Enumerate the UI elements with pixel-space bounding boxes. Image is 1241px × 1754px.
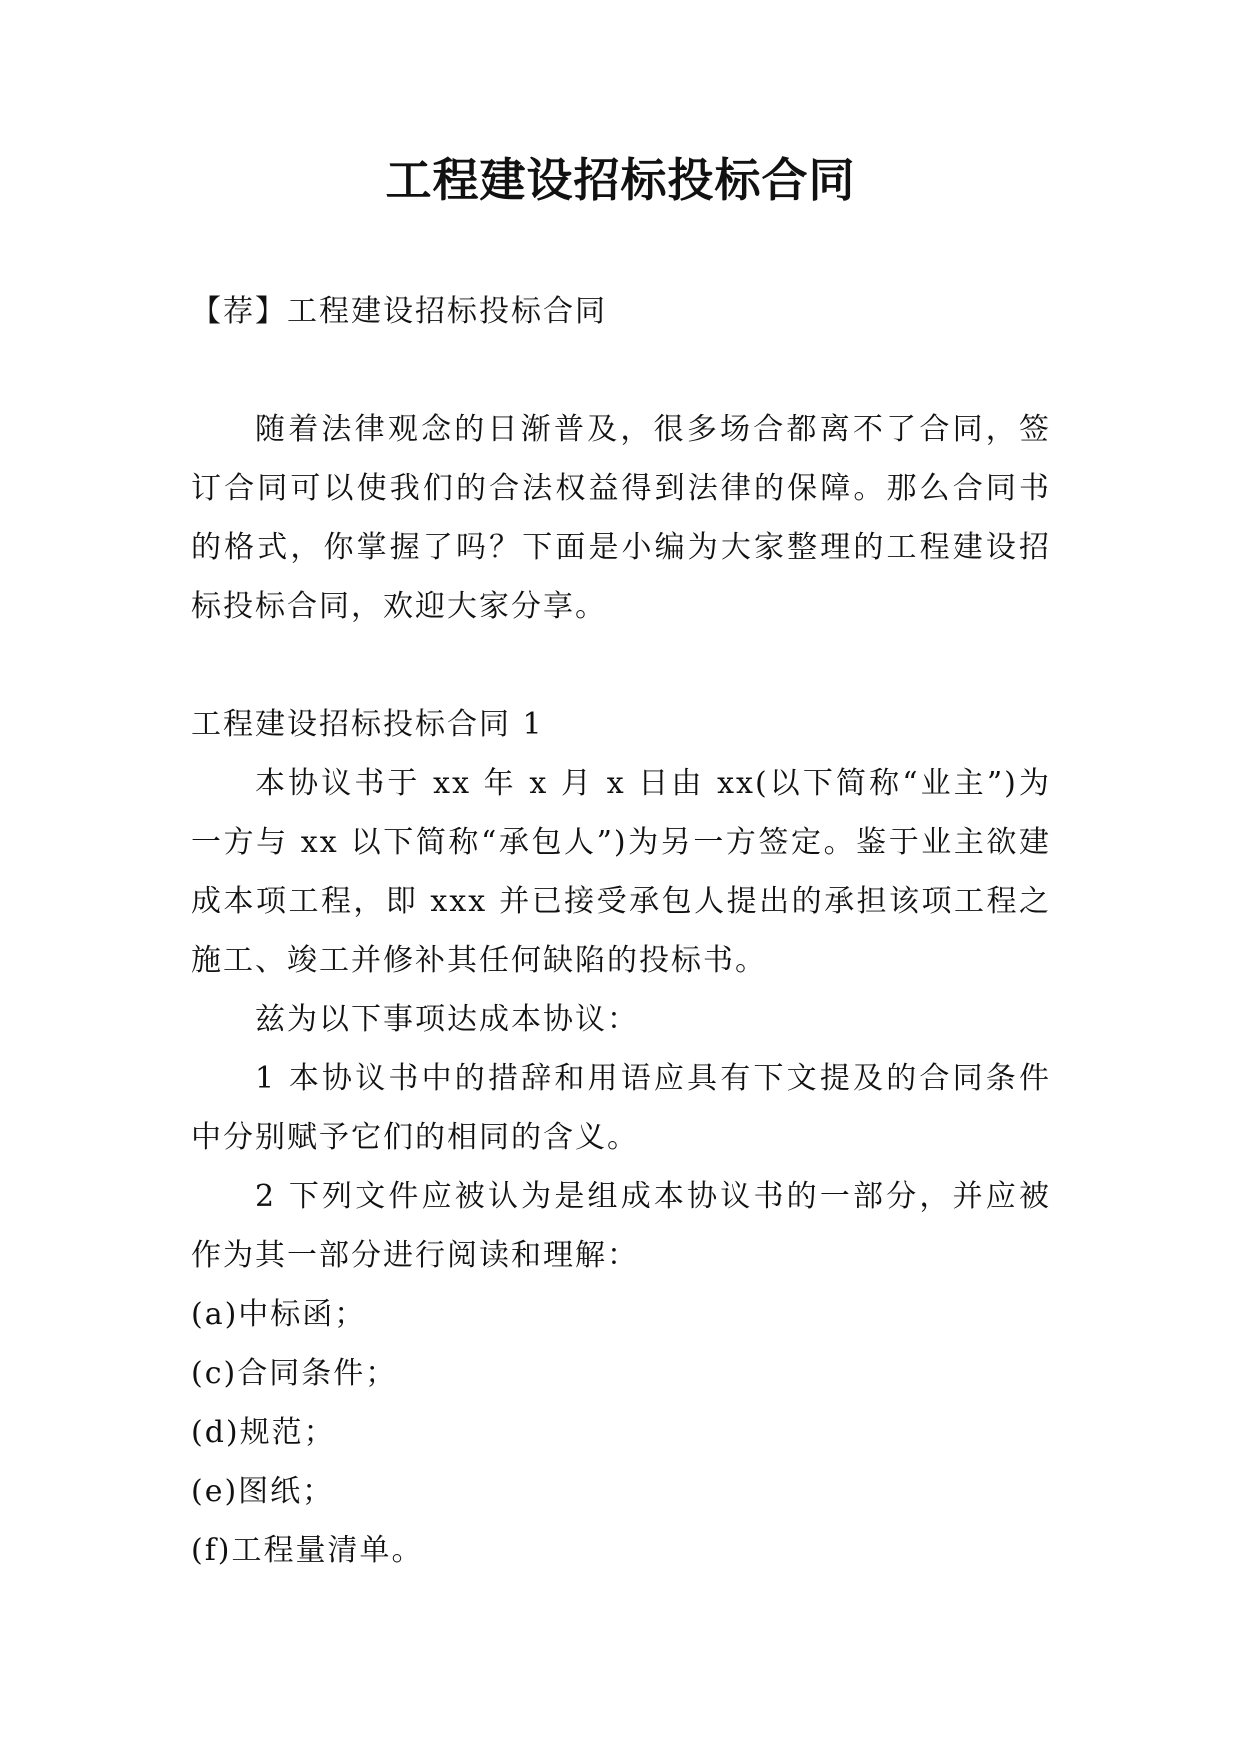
document-title: 工程建设招标投标合同	[385, 153, 856, 207]
list-item: (d)规范；	[191, 1415, 336, 1450]
list-item: (c)合同条件；	[191, 1356, 398, 1391]
spacer	[191, 341, 1051, 400]
document-subtitle: 【荐】工程建设招标投标合同	[191, 294, 607, 329]
list-item: (f)工程量清单。	[191, 1533, 424, 1568]
paragraph: 2 下列文件应被认为是组成本协议书的一部分，并应被作为其一部分进行阅读和理解：	[191, 1179, 1051, 1273]
paragraph: 本协议书于 xx 年 x 月 x 日由 xx(以下简称“业主”)为一方与 xx 以下简称“承包人”)为另一方签定。鉴于业主欲建成本项工程，即 xxx 并已接受承包人提出的承担该项工程之施工、竣工并修补其任何缺陷的投标书。	[191, 766, 1051, 978]
list-item: (e)图纸；	[191, 1474, 335, 1509]
intro-paragraph: 随着法律观念的日渐普及，很多场合都离不了合同，签订合同可以使我们的合法权益得到法律的保障。那么合同书的格式，你掌握了吗？下面是小编为大家整理的工程建设招标投标合同，欢迎大家分享。	[191, 412, 1051, 624]
section-heading: 工程建设招标投标合同 1	[191, 707, 544, 742]
paragraph: 1 本协议书中的措辞和用语应具有下文提及的合同条件中分别赋予它们的相同的含义。	[191, 1061, 1051, 1155]
paragraph: 兹为以下事项达成本协议：	[255, 1002, 639, 1037]
document-body	[191, 282, 1051, 1580]
spacer	[191, 636, 1051, 695]
list-item: (a)中标函；	[191, 1297, 367, 1332]
